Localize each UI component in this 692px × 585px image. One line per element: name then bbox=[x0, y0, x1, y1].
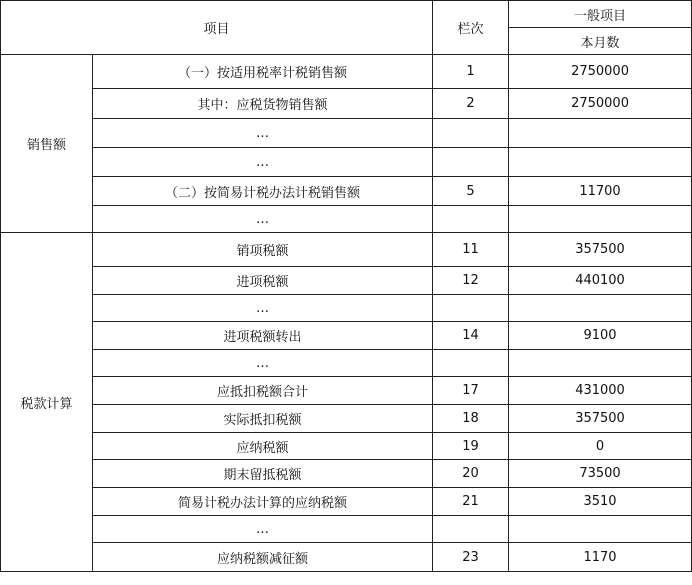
row-item: … bbox=[93, 350, 433, 377]
table-row bbox=[1, 295, 692, 322]
row-col-number: 14 bbox=[433, 322, 509, 350]
row-value: 11700 bbox=[509, 177, 692, 206]
row-value: 357500 bbox=[509, 405, 692, 433]
table-row bbox=[1, 267, 692, 295]
row-col-number: 12 bbox=[433, 267, 509, 295]
row-item: 应纳税额减征额 bbox=[93, 543, 433, 572]
row-value bbox=[509, 119, 692, 148]
row-value: 0 bbox=[509, 433, 692, 460]
row-value: 431000 bbox=[509, 377, 692, 405]
table-row bbox=[1, 177, 692, 206]
row-value: 3510 bbox=[509, 488, 692, 516]
row-value: 1170 bbox=[509, 543, 692, 572]
header-row-1 bbox=[1, 1, 692, 28]
row-item: 进项税额 bbox=[93, 267, 433, 295]
row-item: （二）按简易计税办法计税销售额 bbox=[93, 177, 433, 206]
row-col-number: 17 bbox=[433, 377, 509, 405]
table-row bbox=[1, 89, 692, 119]
row-value: 73500 bbox=[509, 460, 692, 488]
table-row bbox=[1, 322, 692, 350]
table-row bbox=[1, 433, 692, 460]
row-col-number: 21 bbox=[433, 488, 509, 516]
table-row bbox=[1, 405, 692, 433]
row-value: 2750000 bbox=[509, 89, 692, 119]
row-col-number bbox=[433, 148, 509, 177]
table-row bbox=[1, 206, 692, 233]
row-item: … bbox=[93, 148, 433, 177]
row-value: 440100 bbox=[509, 267, 692, 295]
header-this-month: 本月数 bbox=[509, 28, 692, 55]
row-value bbox=[509, 350, 692, 377]
row-value bbox=[509, 206, 692, 233]
row-col-number bbox=[433, 206, 509, 233]
row-col-number: 5 bbox=[433, 177, 509, 206]
row-item: 销项税额 bbox=[93, 233, 433, 267]
header-item: 项目 bbox=[1, 1, 433, 55]
table-row bbox=[1, 119, 692, 148]
table-body bbox=[1, 55, 692, 572]
row-value bbox=[509, 516, 692, 543]
row-item: 其中：应税货物销售额 bbox=[93, 89, 433, 119]
row-item: 实际抵扣税额 bbox=[93, 405, 433, 433]
table-row bbox=[1, 543, 692, 572]
row-item: 进项税额转出 bbox=[93, 322, 433, 350]
table-row bbox=[1, 460, 692, 488]
section-label: 销售额 bbox=[1, 55, 93, 233]
row-item: … bbox=[93, 295, 433, 322]
header-col-number: 栏次 bbox=[433, 1, 509, 55]
row-col-number: 20 bbox=[433, 460, 509, 488]
row-col-number: 18 bbox=[433, 405, 509, 433]
row-item: … bbox=[93, 119, 433, 148]
row-value: 2750000 bbox=[509, 55, 692, 89]
row-item: 应纳税额 bbox=[93, 433, 433, 460]
row-item: （一）按适用税率计税销售额 bbox=[93, 55, 433, 89]
row-col-number: 2 bbox=[433, 89, 509, 119]
row-value: 357500 bbox=[509, 233, 692, 267]
row-item: … bbox=[93, 516, 433, 543]
row-item: 应抵扣税额合计 bbox=[93, 377, 433, 405]
row-item: 简易计税办法计算的应纳税额 bbox=[93, 488, 433, 516]
row-col-number: 11 bbox=[433, 233, 509, 267]
row-col-number: 23 bbox=[433, 543, 509, 572]
row-col-number: 1 bbox=[433, 55, 509, 89]
table-row bbox=[1, 516, 692, 543]
table-row bbox=[1, 488, 692, 516]
row-value bbox=[509, 295, 692, 322]
table-row bbox=[1, 55, 692, 89]
row-col-number bbox=[433, 350, 509, 377]
row-col-number bbox=[433, 295, 509, 322]
row-col-number: 19 bbox=[433, 433, 509, 460]
row-col-number bbox=[433, 516, 509, 543]
table-row bbox=[1, 148, 692, 177]
row-item: 期末留抵税额 bbox=[93, 460, 433, 488]
row-item: … bbox=[93, 206, 433, 233]
row-col-number bbox=[433, 119, 509, 148]
table-row bbox=[1, 350, 692, 377]
row-value: 9100 bbox=[509, 322, 692, 350]
table-row bbox=[1, 233, 692, 267]
header-general-items: 一般项目 bbox=[509, 1, 692, 28]
section-label: 税款计算 bbox=[1, 233, 93, 572]
table-row bbox=[1, 377, 692, 405]
row-value bbox=[509, 148, 692, 177]
